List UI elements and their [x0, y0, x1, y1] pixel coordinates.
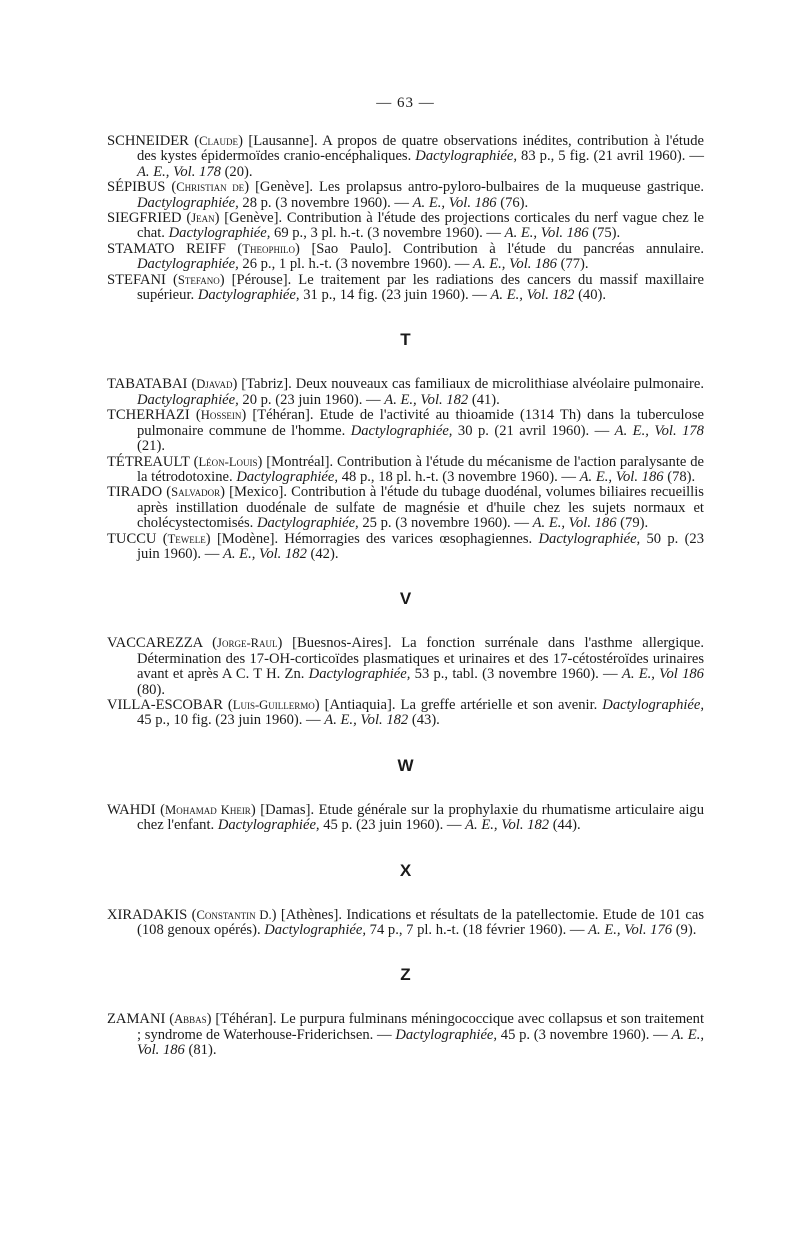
thesis-title: La greffe artérielle et son avenir. — [400, 696, 598, 713]
thesis-title: La fonction surrénale dans l'asthme allergique. Détermination des 17-OH-corticoïdes plasmatiques et urinaires et des 17-cétostéroïdes urinaires avant et après A C. T H. Zn. — [137, 635, 704, 683]
author-surname: VILLA-ESCOBAR — [107, 696, 223, 713]
publication-details: 28 p. (3 novembre 1960). — — [242, 194, 409, 211]
thesis-title: Etude générale sur la prophylaxie du rhumatisme articulaire aigu chez l'enfant. — [137, 801, 704, 834]
author-surname: SÉPIBUS — [107, 179, 166, 196]
thesis-title: Deux nouveaux cas familiaux de microlithiase alvéolaire pulmonaire. — [295, 376, 704, 393]
author-given-name: Jean — [191, 211, 215, 226]
author-given-name: Jorge-Raul — [217, 636, 278, 651]
author-surname: TÉTREAULT — [107, 453, 190, 470]
entry-number: (76). — [500, 194, 529, 211]
thesis-title: Contribution à l'étude du tubage duodénal, volumes biliaires recueillis après instillation duodénale de sulfate de magnésie et d'huile chez les sujets normaux et cholécystectomisés. — [137, 484, 704, 532]
publication-type: Dactylographiée, — [256, 515, 359, 532]
volume-reference: A. E., Vol. 182 — [490, 287, 575, 304]
author-surname: VACCAREZZA — [107, 635, 203, 652]
author-given-name: Léon-Louis — [198, 454, 258, 469]
publication-type: Dactylographiée, — [137, 256, 239, 273]
author-surname: TIRADO — [107, 484, 163, 501]
volume-reference: A. E., Vol. 186 — [532, 515, 617, 532]
volume-reference: A. E., Vol. 186 — [412, 194, 497, 211]
entry-number: (9). — [675, 922, 697, 938]
section-letter: T — [400, 330, 411, 350]
publication-details: 45 p., 10 fig. (23 juin 1960). — — [137, 712, 321, 729]
author-given-name: Djavad — [196, 377, 233, 392]
publication-type: Dactylographiée, — [602, 696, 705, 713]
publication-details: 30 p. (21 avril 1960). — — [457, 422, 610, 439]
bibliography-entry: SÉPIBUS (Christian de) [Genève]. Les prolapsus antro-pyloro-bulbaires de la muqueuse gastrique. Dactylographiée, 28 p. (3 novembre 1960). — A. E., Vol. 186 (76). — [107, 179, 704, 211]
author-surname: SCHNEIDER — [107, 133, 189, 149]
author-given-name: Abbas — [174, 1012, 207, 1027]
author-given-name: Constantin D. — [196, 907, 272, 922]
entry-number: (42). — [310, 545, 339, 562]
bibliography-entry: VACCAREZZA (Jorge-Raul) [Buesnos-Aires]. La fonction surrénale dans l'asthme allergique. Détermination des 17-OH-corticoïdes plasmatiques et urinaires et des 17-cétostéroïdes urinaires avant et après A C. T H. Zn. Dactylographiée, 53 p., tabl. (3 novembre 1960). — A. E., Vol 186 (80). — [107, 635, 704, 698]
volume-reference: A. E., Vol. 178 — [614, 422, 704, 439]
thesis-title: Le traitement par les radiations des cancers du massif maxillaire supérieur. — [137, 271, 704, 304]
publication-details: 45 p. (3 novembre 1960). — — [500, 1026, 668, 1043]
author-city: [Téhéran]. — [215, 1011, 277, 1028]
bibliography-entry: STAMATO REIFF (Theophilo) [Sao Paulo]. Contribution à l'étude du pancréas annulaire. Dactylographiée, 26 p., 1 pl. h.-t. (3 novembre 1960). — A. E., Vol. 186 (77). — [107, 240, 704, 273]
bibliography-entry: XIRADAKIS (Constantin D.) [Athènes]. Indications et résultats de la patellectomie. Etude de 101 cas (108 genoux opérés). Dactylographiée, 74 p., 7 pl. h.-t. (18 février 1960). — A. E., Vol. 176 (9). — [107, 906, 705, 938]
thesis-title: Etude de l'activité au thioamide (1314 Th) dans la tuberculose pulmonaire commune de l'homme. — [137, 407, 704, 439]
author-city: [Damas]. — [260, 801, 315, 818]
bibliography-entry: TÉTREAULT (Léon-Louis) [Montréal]. Contribution à l'étude du mécanisme de l'action paralysante de la tétrodotoxine. Dactylographiée, 48 p., 18 pl. h.-t. (3 novembre 1960). — A. E., Vol. 186 (78). — [107, 453, 705, 485]
author-given-name: Claude — [199, 134, 239, 148]
volume-reference: A. E., Vol. 182 — [222, 545, 307, 562]
author-city: [Buesnos-Aires]. — [292, 635, 392, 652]
author-given-name: Theophilo — [242, 241, 295, 256]
entry-number: (40). — [578, 287, 607, 304]
page-number: — 63 — — [376, 95, 435, 111]
author-surname: STEFANI — [107, 271, 166, 288]
bibliography-list — [107, 134, 704, 1059]
author-city: [Genève]. — [224, 210, 283, 227]
section-letter: W — [397, 755, 414, 775]
bibliography-entry: STEFANI (Stefano) [Pérouse]. Le traitement par les radiations des cancers du massif maxillaire supérieur. Dactylographiée, 31 p., 14 fig. (23 juin 1960). — A. E., Vol. 182 (40). — [107, 271, 704, 304]
author-given-name: Christian de — [176, 180, 245, 195]
volume-reference: A. E., Vol. 186 — [137, 1026, 704, 1059]
thesis-title: A propos de quatre observations inédites, contribution à l'étude des kystes épidermoïdes cranio-encéphaliques. — [137, 133, 705, 165]
thesis-title: Indications et résultats de la patellectomie. Etude de 101 cas (108 genoux opérés). — [137, 906, 705, 938]
thesis-title: Hémorragies des varices œsophagiennes. — [284, 530, 533, 547]
publication-details: 48 p., 18 pl. h.-t. (3 novembre 1960). — — [341, 468, 576, 485]
bibliography-entry: SIEGFRIED (Jean) [Genève]. Contribution à l'étude des projections corticales du nerf vague chez le chat. Dactylographiée, 69 p., 3 pl. h.-t. (3 novembre 1960). — A. E., Vol. 186 (75). — [107, 210, 705, 242]
publication-type: Dactylographiée, — [217, 817, 320, 834]
thesis-title: Contribution à l'étude du mécanisme de l'action paralysante de la tétrodotoxine. — [137, 453, 705, 485]
author-city: [Modène]. — [216, 530, 279, 547]
entry-number: (81). — [188, 1042, 217, 1059]
publication-details: 69 p., 3 pl. h.-t. (3 novembre 1960). — — [274, 225, 501, 242]
bibliography-entry: TUCCU (Tewele) [Modène]. Hémorragies des varices œsophagiennes. Dactylographiée, 50 p. (23 juin 1960). — A. E., Vol. 182 (42). — [107, 530, 705, 562]
author-given-name: Luis-Guillermo — [232, 697, 315, 712]
publication-details: 53 p., tabl. (3 novembre 1960). — — [414, 666, 618, 683]
bibliography-entry: SCHNEIDER (Claude) [Lausanne]. A propos de quatre observations inédites, contribution à l'étude des kystes épidermoïdes cranio-encéphaliques. Dactylographiée, 83 p., 5 fig. (21 avril 1960). — A. E., Vol. 178 (20). — [107, 133, 705, 180]
thesis-title: Contribution à l'étude du pancréas annulaire. — [403, 240, 704, 257]
volume-reference: A. E., Vol 186 — [621, 666, 704, 683]
publication-type: Dactylographiée, — [236, 468, 339, 485]
author-surname: TUCCU — [107, 530, 157, 547]
entry-number: (44). — [552, 817, 581, 834]
author-city: [Antiaquia]. — [324, 696, 396, 713]
entry-number: (80). — [137, 681, 165, 698]
volume-reference: A. E., Vol. 186 — [473, 256, 557, 273]
publication-type: Dactylographiée, — [137, 391, 239, 408]
publication-type: Dactylographiée, — [395, 1026, 498, 1043]
bibliography-entry: TABATABAI (Djavad) [Tabriz]. Deux nouveaux cas familiaux de microlithiase alvéolaire pulmonaire. Dactylographiée, 20 p. (23 juin 1960). — A. E., Vol. 182 (41). — [107, 376, 704, 408]
publication-details: 74 p., 7 pl. h.-t. (18 février 1960). — — [369, 922, 585, 938]
author-surname: TCHERHAZI — [107, 407, 190, 424]
author-city: [Sao Paulo]. — [311, 240, 392, 257]
section-letter: V — [399, 589, 412, 609]
section-letter: X — [399, 860, 412, 880]
publication-details: 45 p. (23 juin 1960). — — [323, 817, 462, 834]
entry-number: (78). — [667, 468, 696, 485]
author-surname: TABATABAI — [107, 376, 188, 393]
author-given-name: Stefano — [177, 272, 220, 287]
author-city: [Montréal]. — [266, 453, 334, 470]
author-surname: WAHDI — [107, 801, 156, 818]
thesis-title: Le purpura fulminans méningococcique avec collapsus et son traitement ; syndrome de Waterhouse-Friderichsen. — — [137, 1011, 704, 1043]
section-letter: Z — [400, 965, 411, 985]
bibliography-entry: VILLA-ESCOBAR (Luis-Guillermo) [Antiaquia]. La greffe artérielle et son avenir. Dactylographiée, 45 p., 10 fig. (23 juin 1960). — A. E., Vol. 182 (43). — [107, 696, 705, 729]
publication-details: 25 p. (3 novembre 1960). — — [362, 515, 529, 532]
publication-details: 50 p. (23 juin 1960). — — [137, 530, 705, 562]
thesis-title: Les prolapsus antro-pyloro-bulbaires de la muqueuse gastrique. — [319, 179, 704, 196]
publication-details: 31 p., 14 fig. (23 juin 1960). — — [303, 287, 487, 304]
publication-type: Dactylographiée, — [350, 422, 453, 439]
author-city: [Téhéran]. — [252, 407, 314, 424]
author-given-name: Mohamad Kheir — [165, 802, 251, 817]
publication-type: Dactylographiée, — [415, 148, 518, 165]
author-surname: SIEGFRIED — [107, 210, 182, 227]
author-surname: XIRADAKIS — [107, 906, 188, 923]
entry-number: (21). — [137, 438, 165, 455]
entry-number: (41). — [471, 391, 500, 408]
volume-reference: A. E., Vol. 186 — [579, 468, 664, 485]
publication-type: Dactylographiée, — [137, 194, 239, 211]
entry-number: (20). — [224, 163, 253, 180]
volume-reference: A. E., Vol. 178 — [137, 163, 221, 180]
volume-reference: A. E., Vol. 182 — [384, 391, 469, 408]
entry-number: (75). — [592, 225, 621, 242]
publication-details: 20 p. (23 juin 1960). — — [242, 391, 381, 408]
entry-number: (77). — [560, 256, 589, 273]
volume-reference: A. E., Vol. 182 — [465, 817, 550, 834]
thesis-title: Contribution à l'étude des projections corticales du nerf vague chez le chat. — [137, 210, 705, 242]
author-city: [Tabriz]. — [241, 376, 292, 393]
author-given-name: Salvador — [171, 485, 221, 500]
entry-number: (43). — [411, 712, 440, 729]
publication-type: Dactylographiée, — [264, 922, 366, 938]
publication-details: 26 p., 1 pl. h.-t. (3 novembre 1960). — — [242, 256, 470, 273]
publication-details: 83 p., 5 fig. (21 avril 1960). — — [521, 148, 705, 165]
bibliography-entry: TIRADO (Salvador) [Mexico]. Contribution à l'étude du tubage duodénal, volumes biliaires recueillis après instillation duodénale de sulfate de magnésie et d'huile chez les sujets normaux et cholécystectomisés. Dactylographiée, 25 p. (3 novembre 1960). — A. E., Vol. 186 (79). — [107, 484, 704, 532]
bibliography-entry: ZAMANI (Abbas) [Téhéran]. Le purpura fulminans méningococcique avec collapsus et son traitement ; syndrome de Waterhouse-Friderichsen. — Dactylographiée, 45 p. (3 novembre 1960). — A. E., Vol. 186 (81). — [107, 1011, 704, 1059]
author-city: [Lausanne]. — [248, 133, 318, 149]
volume-reference: A. E., Vol. 182 — [324, 712, 409, 729]
author-city: [Pérouse]. — [231, 271, 292, 288]
author-city: [Genève]. — [255, 179, 313, 196]
author-city: [Athènes]. — [280, 906, 343, 923]
publication-type: Dactylographiée, — [538, 530, 641, 547]
entry-number: (79). — [620, 515, 649, 532]
author-surname: ZAMANI — [107, 1011, 166, 1028]
author-surname: STAMATO REIFF — [107, 240, 226, 257]
publication-type: Dactylographiée, — [197, 287, 300, 304]
bibliography-entry: WAHDI (Mohamad Kheir) [Damas]. Etude générale sur la prophylaxie du rhumatisme articulaire aigu chez l'enfant. Dactylographiée, 45 p. (23 juin 1960). — A. E., Vol. 182 (44). — [107, 801, 704, 834]
author-city: [Mexico]. — [229, 484, 288, 501]
bibliography-entry: TCHERHAZI (Hossein) [Téhéran]. Etude de l'activité au thioamide (1314 Th) dans la tuberculose pulmonaire commune de l'homme. Dactylographiée, 30 p. (21 avril 1960). — A. E., Vol. 178 (21). — [107, 407, 704, 455]
publication-type: Dactylographiée, — [168, 225, 271, 242]
publication-type: Dactylographiée, — [308, 666, 411, 683]
volume-reference: A. E., Vol. 186 — [504, 225, 589, 242]
author-given-name: Hossein — [200, 408, 242, 423]
volume-reference: A. E., Vol. 176 — [588, 922, 673, 938]
author-given-name: Tewele — [167, 531, 206, 546]
